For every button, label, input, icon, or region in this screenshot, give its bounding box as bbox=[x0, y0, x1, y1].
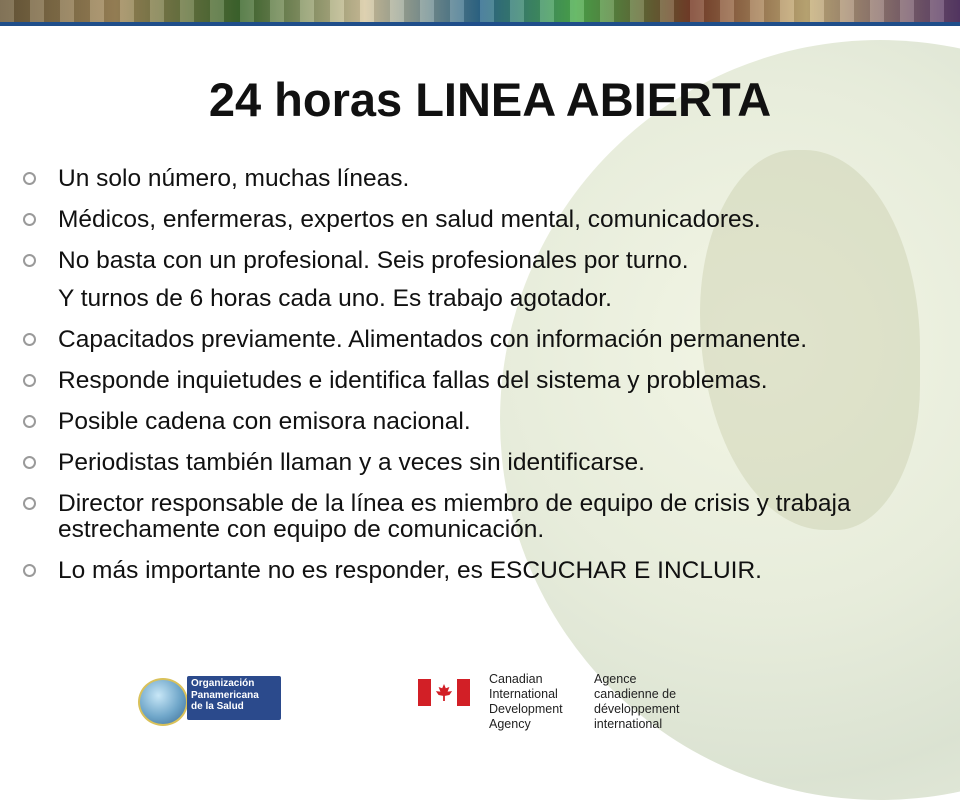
slide-title: 24 horas LINEA ABIERTA bbox=[208, 73, 772, 126]
banner-divider bbox=[0, 22, 960, 26]
bullet-item: Periodistas también llaman y a veces sin identificarse. bbox=[22, 450, 957, 476]
circle-bullet-icon bbox=[23, 564, 36, 577]
circle-bullet-icon bbox=[23, 333, 36, 346]
circle-bullet-icon bbox=[23, 254, 36, 267]
circle-bullet-icon bbox=[23, 213, 36, 226]
paho-logo-text: Organización Panamericana de la Salud bbox=[191, 678, 259, 712]
bullet-item: Capacitados previamente. Alimentados con información permanente. bbox=[22, 327, 957, 353]
circle-bullet-icon bbox=[23, 497, 36, 510]
circle-bullet-icon bbox=[23, 374, 36, 387]
bullet-item: Un solo número, muchas líneas. bbox=[22, 166, 957, 192]
bullet-item: Director responsable de la línea es miembro de equipo de crisis y trabaja estrechamente con equipo de comunicación. bbox=[22, 491, 957, 543]
top-photo-banner bbox=[0, 0, 960, 22]
bullet-list bbox=[22, 166, 957, 599]
cida-english-name: Canadian International Development Agency bbox=[489, 672, 563, 731]
bullet-item: Médicos, enfermeras, expertos en salud mental, comunicadores. bbox=[22, 207, 957, 233]
canada-flag-icon bbox=[418, 679, 470, 706]
bullet-item: Posible cadena con emisora nacional. bbox=[22, 409, 957, 435]
bullet-item: Responde inquietudes e identifica fallas del sistema y problemas. bbox=[22, 368, 957, 394]
cida-french-name: Agence canadienne de développement international bbox=[594, 672, 680, 731]
continuation-line: Y turnos de 6 horas cada uno. Es trabajo agotador. bbox=[58, 285, 612, 312]
circle-bullet-icon bbox=[23, 456, 36, 469]
circle-bullet-icon bbox=[23, 172, 36, 185]
paho-globe-icon bbox=[138, 678, 188, 726]
bullet-item: No basta con un profesional. Seis profesionales por turno. bbox=[22, 248, 957, 274]
circle-bullet-icon bbox=[23, 415, 36, 428]
bullet-item: Lo más importante no es responder, es ESCUCHAR E INCLUIR. bbox=[22, 558, 957, 584]
